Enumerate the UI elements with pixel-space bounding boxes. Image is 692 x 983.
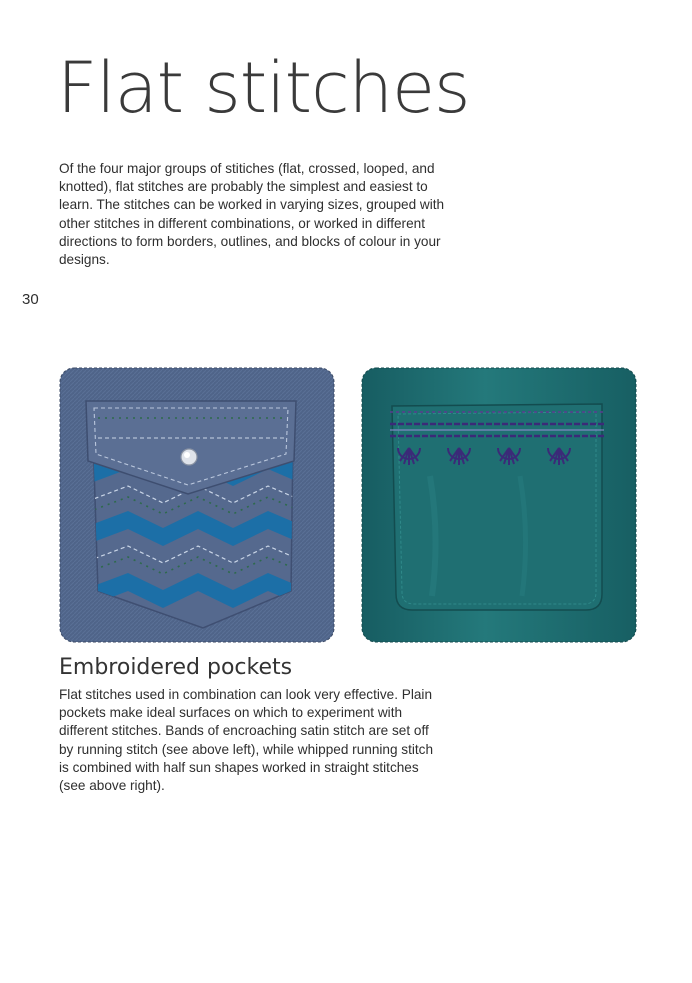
teal-pocket-photo [360,366,638,644]
section-heading: Embroidered pockets [59,655,293,680]
denim-pocket-photo [58,366,336,644]
page-number: 30 [22,291,39,308]
teal-pocket-image [360,366,638,644]
denim-pocket-image [58,366,336,644]
page-title: Flat stitches [57,47,470,129]
intro-paragraph: Of the four major groups of stitiches (flat, crossed, looped, and knotted), flat stitches are probably the simplest and easiest to learn. The stitches can be worked in varying sizes, grouped with other stitches in different combinations, or worked in different directions to form borders, outlines, and blocks of colour in your designs. [59,161,445,268]
section-body: Flat stitches used in combination can look very effective. Plain pockets make ideal surfaces on which to experiment with different stitches. Bands of encroaching satin stitch are set off by running stitch (see above left), while whipped running stitch is combined with half sun shapes worked in straight stitches (see above right). [59,687,434,794]
